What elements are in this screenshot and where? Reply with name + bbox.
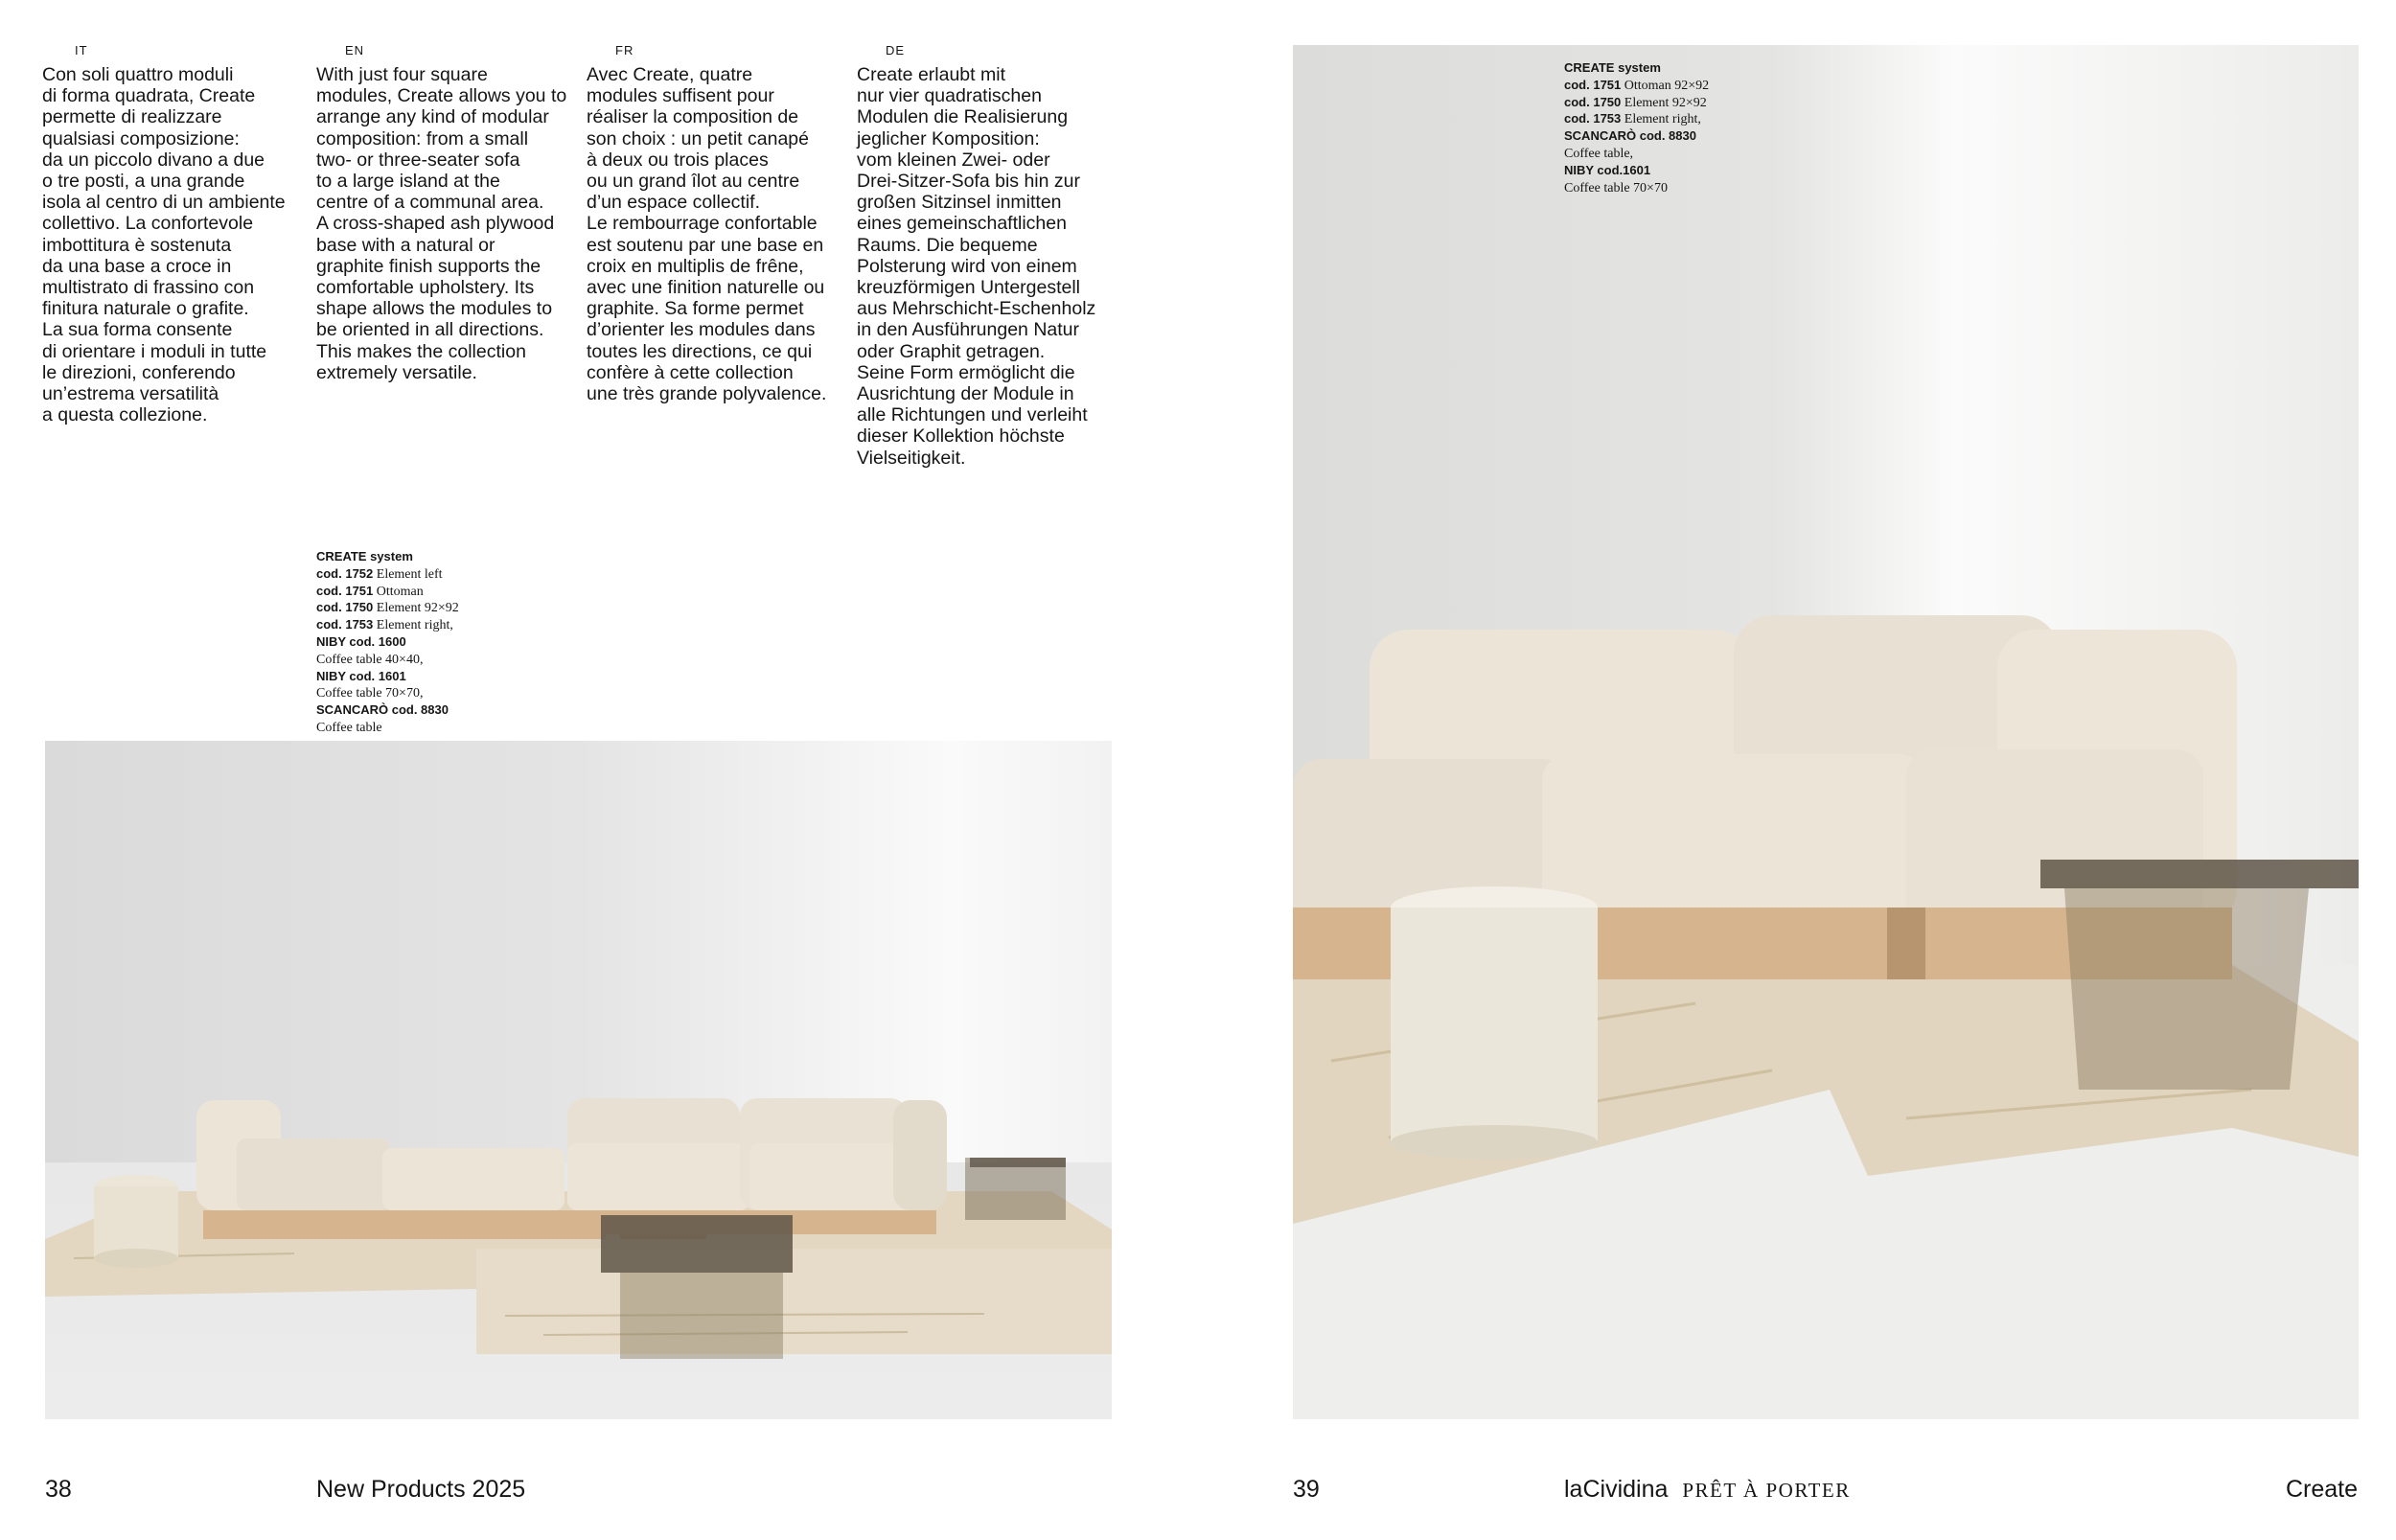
caption-line: SCANCARÒ cod. 8830 — [316, 702, 449, 718]
section-title: New Products 2025 — [316, 1476, 526, 1503]
caption-line: NIBY cod. 1600 — [316, 633, 406, 649]
brand-tagline: PRÊT À PORTER — [1682, 1479, 1851, 1502]
caption-line: cod. 1752 Element left — [316, 565, 443, 582]
caption-line: Coffee table 70×70 — [1564, 180, 1668, 195]
body-text-en: With just four square modules, Create allows you to arrange any kind of modular composition: from a small two- or three-seater sofa to a large island at the centre of a communal area. A cross-shaped ash plywood base with a natural or graphite finish supports the comfortable upholstery. Its shape allows the modules to be oriented in all directions. This makes the collection extremely versatile. — [316, 64, 567, 383]
product-caption-right — [1564, 60, 1709, 196]
sofa-closeup-illustration — [1293, 45, 2359, 1419]
caption-line: SCANCARÒ cod. 8830 — [1564, 128, 1696, 144]
page-number-right: 39 — [1293, 1476, 1320, 1503]
lang-label-fr: FR — [615, 43, 634, 57]
caption-line: cod. 1750 Element 92×92 — [1564, 94, 1707, 110]
brand-name: laCividina — [1564, 1476, 1669, 1503]
collection-name: Create — [2285, 1476, 2358, 1503]
lang-label-de: DE — [886, 43, 906, 57]
lang-label-it: IT — [75, 43, 88, 57]
caption-line: cod. 1750 Element 92×92 — [316, 600, 459, 616]
body-text-fr: Avec Create, quatre modules suffisent pour réaliser la composition de son choix : un petit canapé à deux ou trois places ou un grand îlot au centre d’un espace collectif. Le rembourrage confortable est soutenu par une base en croix en multiplis de frêne, avec une finition naturelle ou graphite. Sa forme permet d’orienter les modules dans toutes les directions, ce qui confère à cette collection une très grande polyvalence. — [587, 64, 827, 405]
caption-line: NIBY cod. 1601 — [316, 668, 406, 683]
caption-line: cod. 1753 Element right, — [316, 617, 453, 633]
body-text-de: Create erlaubt mit nur vier quadratischen Modulen die Realisierung jeglicher Komposition: vom kleinen Zwei- oder Drei-Sitzer-Sofa bis hin zur großen Sitzinsel inmitten eines gemeinschaftlichen Raums. Die bequeme Polsterung wird von einem kreuzförmigen Untergestell aus Mehrschicht-Eschenholz in den Ausführungen Natur oder Graphit getragen. Seine Form ermöglicht die Ausrichtung der Module in alle Richtungen und verleiht dieser Kollektion höchste Vielseitigkeit. — [857, 64, 1096, 469]
caption-line: Coffee table 70×70, — [316, 686, 424, 701]
product-caption-left — [316, 549, 459, 737]
caption-line: Coffee table, — [1564, 146, 1634, 161]
caption-line: Coffee table 40×40, — [316, 652, 424, 667]
caption-line: CREATE system — [316, 549, 413, 563]
sofa-composition-illustration — [45, 741, 1112, 1419]
caption-line: cod. 1751 Ottoman — [316, 583, 424, 599]
product-photo-right — [1293, 45, 2359, 1419]
page-number-left: 38 — [45, 1476, 72, 1503]
caption-line: Coffee table — [316, 720, 382, 735]
caption-line: cod. 1753 Element right, — [1564, 111, 1701, 127]
body-text-it: Con soli quattro moduli di forma quadrata, Create permette di realizzare qualsiasi composizione: da un piccolo divano a due o tre posti, a una grande isola al centro di un ambiente collettivo. La confortevole imbottitura è sostenuta da una base a croce in multistrato di frassino con finitura naturale o grafite. La sua forma consente di orientare i moduli in tutte le direzioni, conferendo un’estrema versatilità a questa collezione. — [42, 64, 286, 426]
product-photo-left — [45, 741, 1112, 1419]
caption-line: cod. 1751 Ottoman 92×92 — [1564, 77, 1710, 93]
brand-logo — [1564, 1476, 1851, 1504]
caption-line: CREATE system — [1564, 60, 1661, 75]
caption-line: NIBY cod.1601 — [1564, 162, 1651, 177]
lang-label-en: EN — [345, 43, 365, 57]
